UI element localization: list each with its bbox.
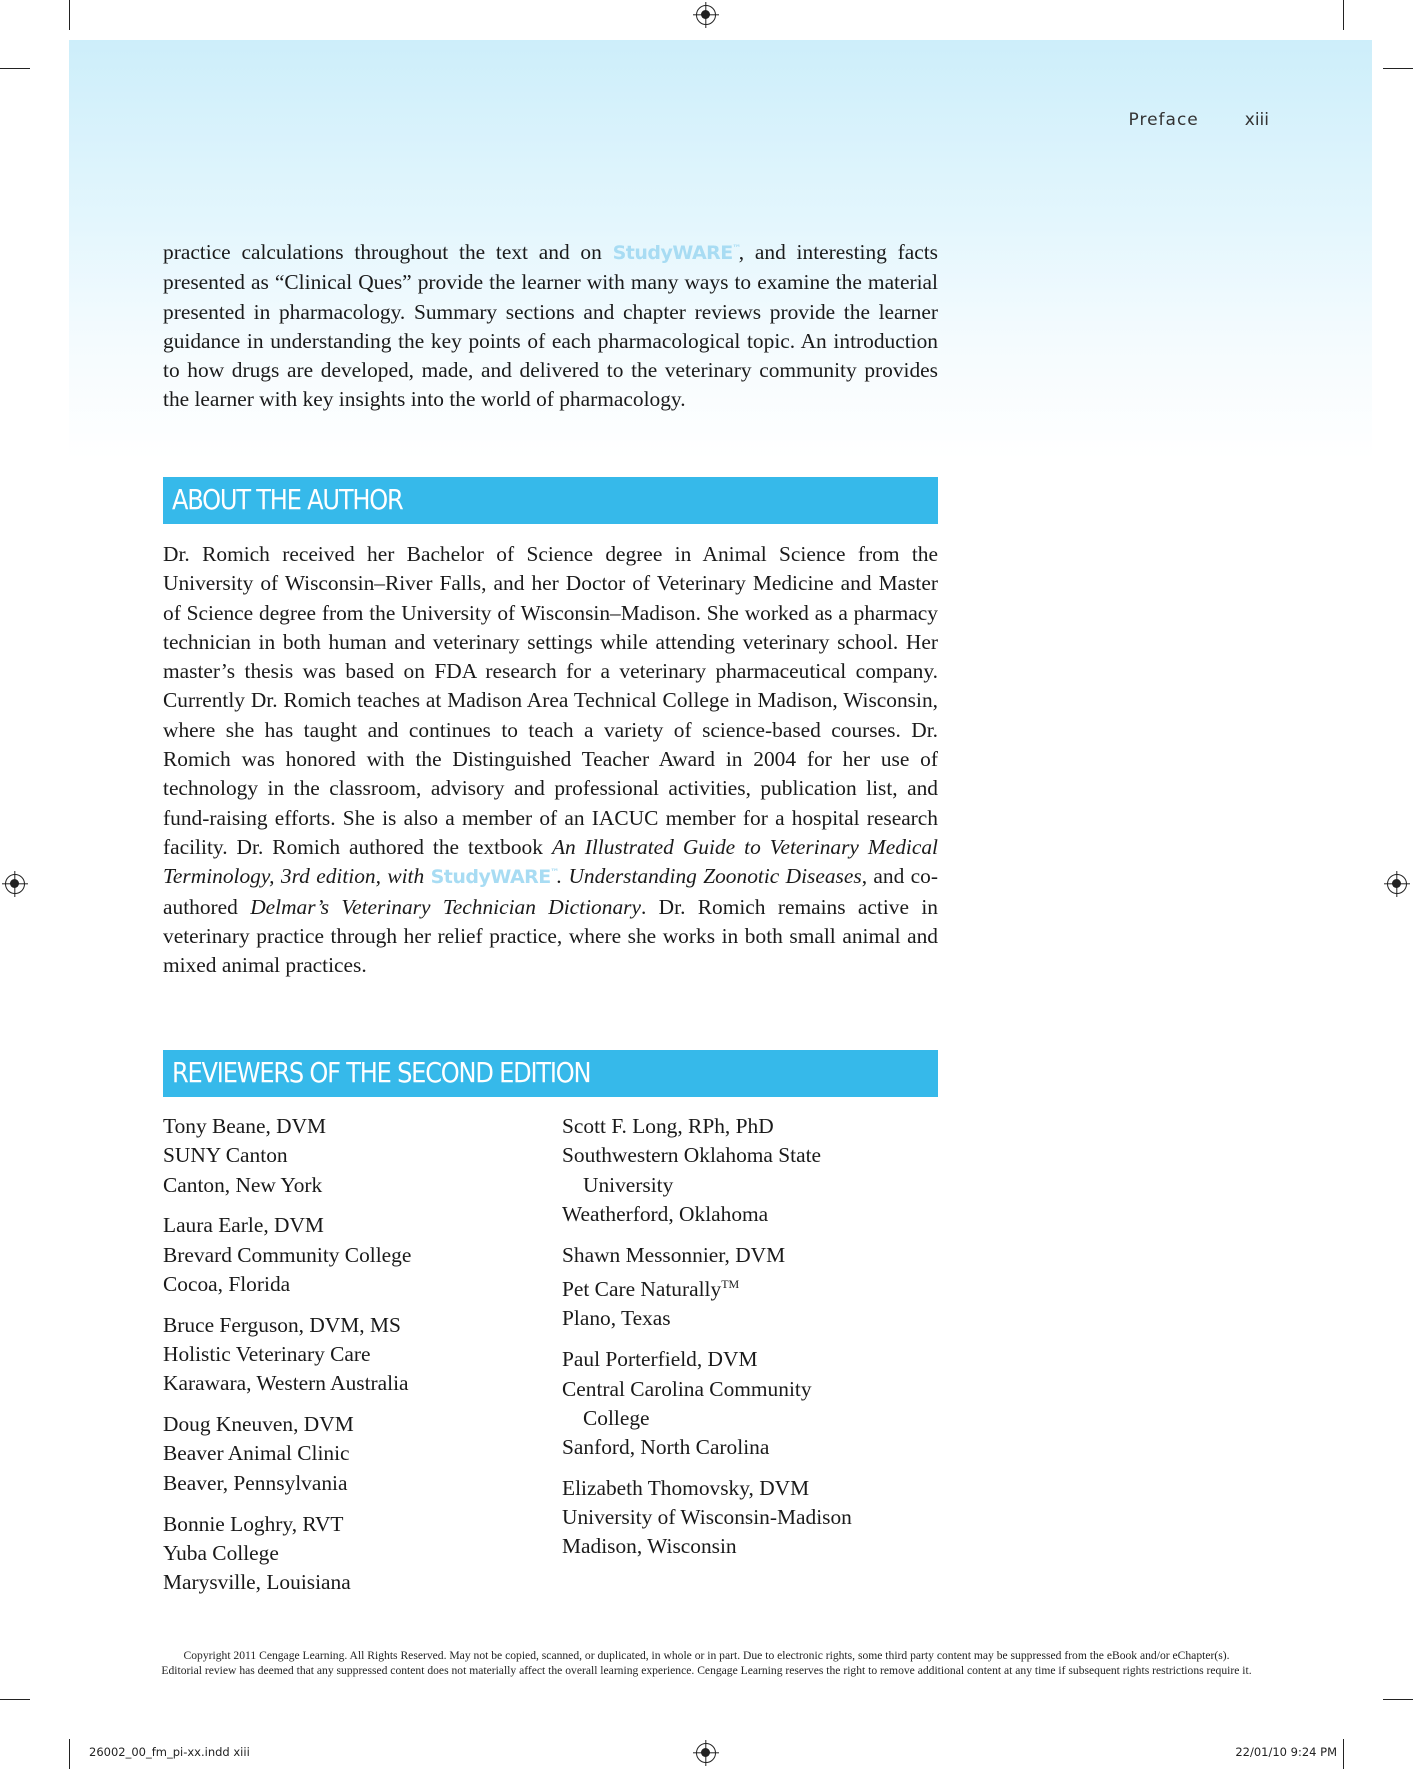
reviewer-name: Bonnie Loghry, RVT [163, 1511, 344, 1536]
running-head-section: Preface [1128, 110, 1199, 130]
reviewer-name: Scott F. Long, RPh, PhD [562, 1114, 774, 1138]
crop-mark [0, 68, 30, 69]
trademark-mark: TM [721, 1276, 740, 1291]
reviewer-institution-continued: College [583, 1405, 650, 1430]
reviewer-institution: Southwestern Oklahoma State [562, 1143, 822, 1168]
about-author-heading-banner [163, 477, 938, 524]
crop-mark [1343, 0, 1344, 30]
reviewer-name: Paul Porterfield, DVM [562, 1347, 758, 1372]
reviewer-location: Weatherford, Oklahoma [562, 1201, 769, 1226]
reviewer-institution: Central Carolina Community [562, 1376, 812, 1401]
reviewer-entry [562, 1112, 942, 1229]
reviewers-heading-banner [163, 1050, 938, 1097]
crop-mark [69, 0, 70, 30]
copyright-line: Copyright 2011 Cengage Learning. All Rights Reserved. May not be copied, scanned, or duplicated, in whole or in part. Due to electronic rights, some third party content may be suppressed from the eBook and/or eChapter(s). [183, 1649, 1230, 1662]
book-title: An Illustrated Guide to Veterinary Medical Terminology, 3rd edition, with [163, 834, 938, 889]
reviewer-entry [562, 1345, 942, 1462]
reviewer-entry [163, 1311, 543, 1399]
reviewer-location: Marysville, Louisiana [163, 1570, 351, 1595]
reviewer-location: Canton, New York [163, 1172, 323, 1197]
reviewer-entry [163, 1410, 543, 1498]
reviewer-location: Sanford, North Carolina [562, 1435, 770, 1460]
reviewer-institution: Holistic Veterinary Care [163, 1342, 371, 1367]
about-author-heading: ABOUT THE AUTHOR [172, 483, 403, 516]
studyware-logo-icon: StudyWARE ™ [612, 242, 741, 264]
reviewer-location: Cocoa, Florida [163, 1271, 291, 1296]
reviewer-institution-continued: University [583, 1172, 674, 1197]
about-author-paragraph: Dr. Romich received her Bachelor of Science degree in Animal Science from the University of Wisconsin–River Falls, and her Doctor of Veterinary Medicine and Master of Science degree from the University of Wisconsin–Madison. She worked as a pharmacy technician in both human and veterinary settings while attending veterinary school. Her master’s thesis was based on FDA research for a veterinary pharmaceutical company. Currently Dr. Romich teaches at Madison Area Technical College in Madison, Wisconsin, where she has taught and continues to teach a variety of science-based courses. Dr. Romich was honored with the Distinguished Teacher Award in 2004 for her use of technology in the classroom, advisory and professional activities, publication list, and fund-raising efforts. She is also a member of an IACUC member for a hospital research facility. Dr. Romich authored the textbook An Illustrated Guide to Veterinary Medical Terminology, 3rd edition, with StudyWARE ™ . Understanding Zoonotic Diseases, and co-authored Delmar’s Veterinary Technician Dictionary. Dr. Romich remains active in veterinary practice through her relief practice, where she works in both small animal and mixed animal practices. [163, 542, 938, 978]
running-head [1129, 110, 1269, 130]
reviewer-name: Laura Earle, DVM [163, 1213, 324, 1238]
registration-mark-icon [696, 5, 716, 25]
reviewer-entry [562, 1474, 942, 1562]
book-title: . Understanding Zoonotic Diseases [556, 864, 862, 889]
crop-mark [0, 1699, 30, 1700]
intro-paragraph: practice calculations throughout the text and on StudyWARE ™ , and interesting facts presented as “Clinical Ques” provide the learner with many ways to examine the material presented in pharmacology. Summary sections and chapter reviews provide the learner guidance in understanding the key points of each pharmacological topic. An introduction to how drugs are developed, made, and delivered to the veterinary community provides the learner with key insights into the world of pharmacology. [163, 240, 938, 412]
crop-mark [1343, 1739, 1344, 1769]
about-author-section [163, 540, 938, 980]
reviewer-location: Plano, Texas [562, 1306, 671, 1331]
reviewer-institution: Beaver Animal Clinic [163, 1441, 350, 1466]
reviewer-name: Shawn Messonnier, DVM [562, 1242, 786, 1267]
reviewer-institution: Yuba College [163, 1540, 279, 1565]
reviewer-location: Beaver, Pennsylvania [163, 1470, 348, 1495]
reviewers-right-column [562, 1112, 942, 1573]
reviewer-entry [562, 1241, 942, 1334]
reviewer-name: Doug Kneuven, DVM [163, 1412, 354, 1437]
reviewer-location: Madison, Wisconsin [562, 1534, 737, 1559]
reviewer-institution: University of Wisconsin-Madison [562, 1505, 852, 1530]
registration-mark-icon [696, 1743, 716, 1763]
crop-mark [1383, 1699, 1413, 1700]
reviewer-name: Elizabeth Thomovsky, DVM [562, 1475, 810, 1500]
reviewer-location: Karawara, Western Australia [163, 1371, 409, 1396]
reviewer-name: Bruce Ferguson, DVM, MS [163, 1312, 401, 1337]
studyware-logo-icon: StudyWARE ™ [430, 866, 559, 889]
slug-filename: 26002_00_fm_pi-xx.indd xiii [89, 1745, 250, 1759]
registration-mark-icon [1387, 874, 1407, 894]
reviewers-left-column [163, 1112, 543, 1609]
reviewer-institution: Brevard Community College [163, 1242, 412, 1267]
reviewer-institution: SUNY Canton [163, 1143, 288, 1168]
page-number: xiii [1244, 110, 1269, 130]
reviewer-institution: Pet Care Naturally™ [562, 1276, 740, 1302]
intro-section [163, 238, 938, 415]
reviewer-entry [163, 1112, 543, 1200]
reviewer-entry [163, 1211, 543, 1299]
reviewer-entry [163, 1510, 543, 1598]
copyright-line: Editorial review has deemed that any suppressed content does not materially affect the overall learning experience. Cengage Learning reserves the right to remove additional content at any time if subsequent rights restrictions require it. [161, 1664, 1252, 1677]
book-title: Delmar’s Veterinary Technician Dictionary [250, 894, 641, 919]
reviewers-heading: REVIEWERS OF THE SECOND EDITION [172, 1056, 591, 1089]
slug-datetime: 22/01/10 9:24 PM [1235, 1745, 1337, 1759]
copyright-notice [0, 1648, 1413, 1678]
crop-mark [69, 1739, 70, 1769]
reviewer-name: Tony Beane, DVM [163, 1114, 327, 1138]
registration-mark-icon [5, 874, 25, 894]
crop-mark [1383, 68, 1413, 69]
